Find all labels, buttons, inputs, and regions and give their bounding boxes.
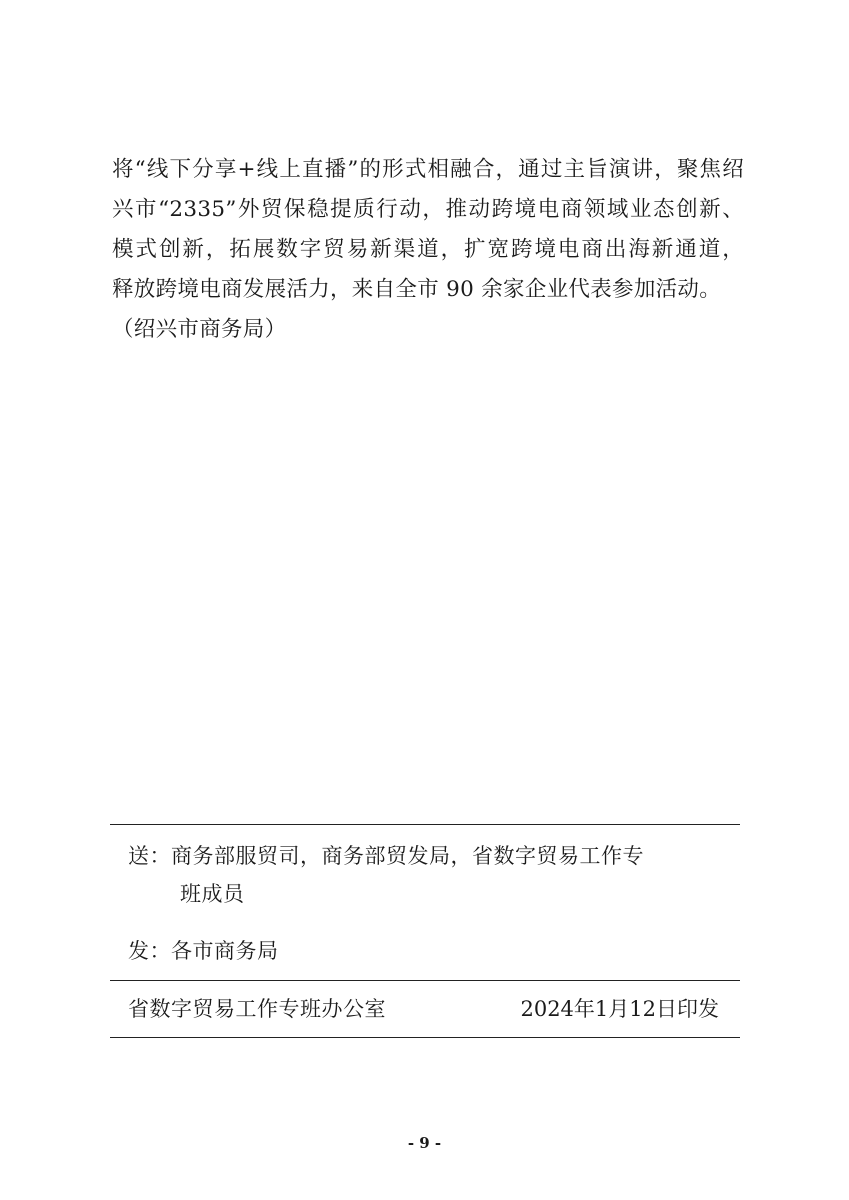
issue-date: 2024年1月12日印发 — [520, 997, 719, 1021]
send-to-line: 送：商务部服贸司，商务部贸发局，省数字贸易工作专 — [128, 844, 644, 868]
body-source: （绍兴市商务局） — [112, 317, 287, 342]
body-line-1: 将“线下分享+线上直播”的形式相融合，通过主旨演讲，聚焦绍 — [112, 157, 744, 182]
issue-to-line: 发：各市商务局 — [128, 939, 279, 963]
body-paragraph — [112, 150, 744, 350]
distribution-middle-rule — [110, 980, 740, 981]
body-line-3: 模式创新，拓展数字贸易新渠道，扩宽跨境电商出海新通道， — [112, 237, 744, 262]
distribution-bottom-rule — [110, 1037, 740, 1038]
body-line-4: 释放跨境电商发展活力，来自全市 90 余家企业代表参加活动。 — [112, 277, 722, 302]
body-line-2: 兴市“2335”外贸保稳提质行动，推动跨境电商领域业态创新、 — [112, 197, 744, 222]
issuing-office: 省数字贸易工作专班办公室 — [128, 997, 386, 1021]
send-to-continuation: 班成员 — [180, 882, 245, 906]
page-number: - 9 - — [407, 1134, 442, 1152]
distribution-top-rule — [110, 824, 740, 825]
